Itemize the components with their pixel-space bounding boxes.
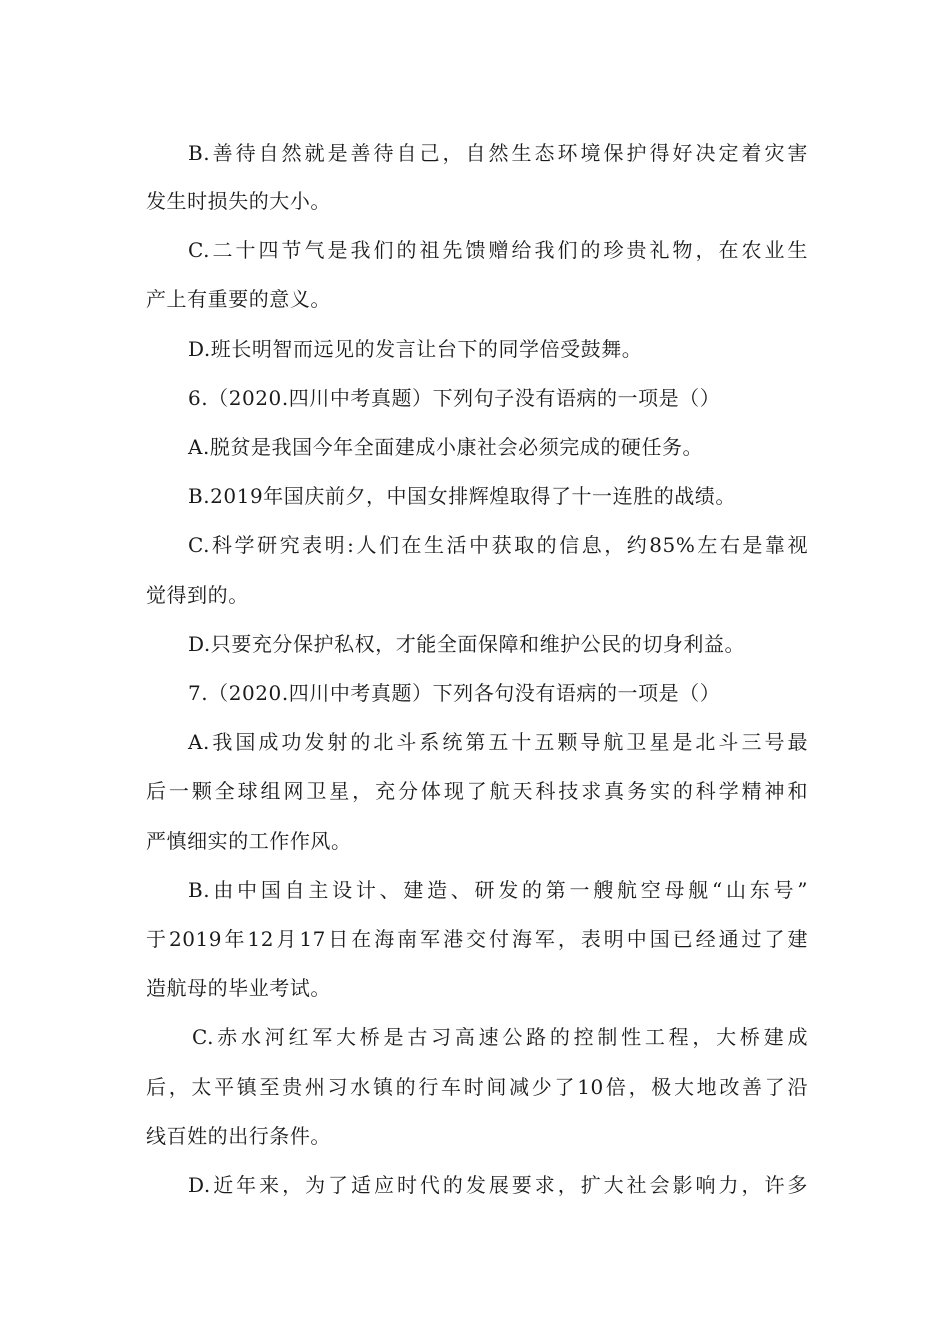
text-line: C.科学研究表明:人们在生活中获取的信息，约85%左右是靠视 xyxy=(188,533,808,557)
text-line: 严慎细实的工作作风。 xyxy=(146,829,352,853)
text-line: D.只要充分保护私权，才能全面保障和维护公民的切身利益。 xyxy=(188,632,746,656)
question-heading: 7.（2020.四川中考真题）下列各句没有语病的一项是（） xyxy=(188,681,721,705)
text-line: A.脱贫是我国今年全面建成小康社会必须完成的硬任务。 xyxy=(188,435,704,459)
text-line: 后一颗全球组网卫星，充分体现了航天科技求真务实的科学精神和 xyxy=(146,779,808,803)
text-line: B.善待自然就是善待自己，自然生态环境保护得好决定着灾害 xyxy=(188,141,808,165)
question-heading: 6.（2020.四川中考真题）下列句子没有语病的一项是（） xyxy=(188,386,721,410)
text-line: C.二十四节气是我们的祖先馈赠给我们的珍贵礼物，在农业生 xyxy=(188,238,808,262)
text-line: C.赤水河红军大桥是古习高速公路的控制性工程，大桥建成 xyxy=(192,1025,808,1049)
text-line: 于2019年12月17日在海南军港交付海军，表明中国已经通过了建 xyxy=(146,927,808,951)
text-line: B.由中国自主设计、建造、研发的第一艘航空母舰“山东号” xyxy=(188,878,808,902)
text-line: 产上有重要的意义。 xyxy=(146,287,331,311)
text-line: A.我国成功发射的北斗系统第五十五颗导航卫星是北斗三号最 xyxy=(188,730,808,754)
text-line: 造航母的毕业考试。 xyxy=(146,976,331,1000)
text-line: 后，太平镇至贵州习水镇的行车时间减少了10倍，极大地改善了沿 xyxy=(146,1075,808,1099)
text-line: 线百姓的出行条件。 xyxy=(146,1124,331,1148)
text-line: D.班长明智而远见的发言让台下的同学倍受鼓舞。 xyxy=(188,337,643,361)
text-line: 觉得到的。 xyxy=(146,583,249,607)
text-line: B.2019年国庆前夕，中国女排辉煌取得了十一连胜的战绩。 xyxy=(188,484,736,508)
text-line: 发生时损失的大小。 xyxy=(146,189,331,213)
text-line: D.近年来，为了适应时代的发展要求，扩大社会影响力，许多 xyxy=(188,1173,808,1197)
